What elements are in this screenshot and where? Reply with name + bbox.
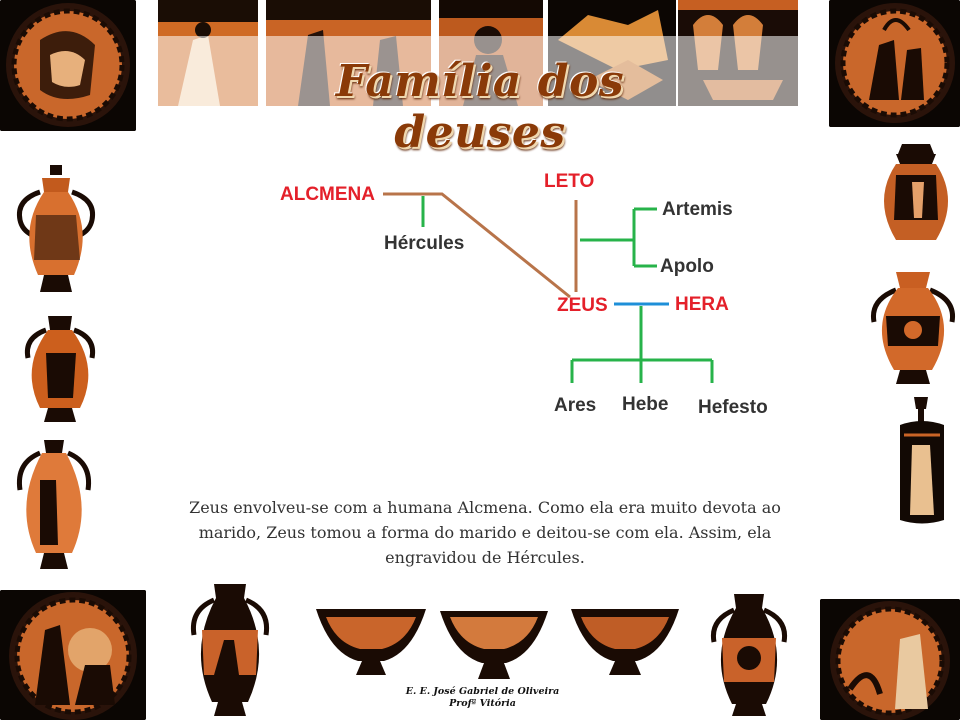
name-ares: Ares (554, 395, 597, 416)
name-zeus: ZEUS (557, 295, 608, 316)
page-title: Família dos deuses (335, 56, 625, 158)
name-artemis: Artemis (662, 199, 733, 220)
name-leto: LETO (544, 171, 595, 192)
name-hebe: Hebe (622, 394, 669, 415)
credit-school: E. E. José Gabriel de Oliveira (405, 686, 560, 697)
story-text: Zeus envolveu-se com a humana Alcmena. Como ela era muito devota ao marido, Zeus tomou a forma do marido e deitou-se com ela. Assim, ela engravidou de Hércules. (189, 498, 781, 567)
name-hefesto: Hefesto (698, 397, 768, 418)
name-hercules: Hércules (384, 233, 465, 254)
name-alcmena: ALCMENA (280, 184, 375, 205)
credit-teacher: Profª Vitória (449, 698, 516, 709)
name-apolo: Apolo (660, 256, 714, 277)
name-hera: HERA (675, 294, 729, 315)
credit (400, 686, 565, 710)
